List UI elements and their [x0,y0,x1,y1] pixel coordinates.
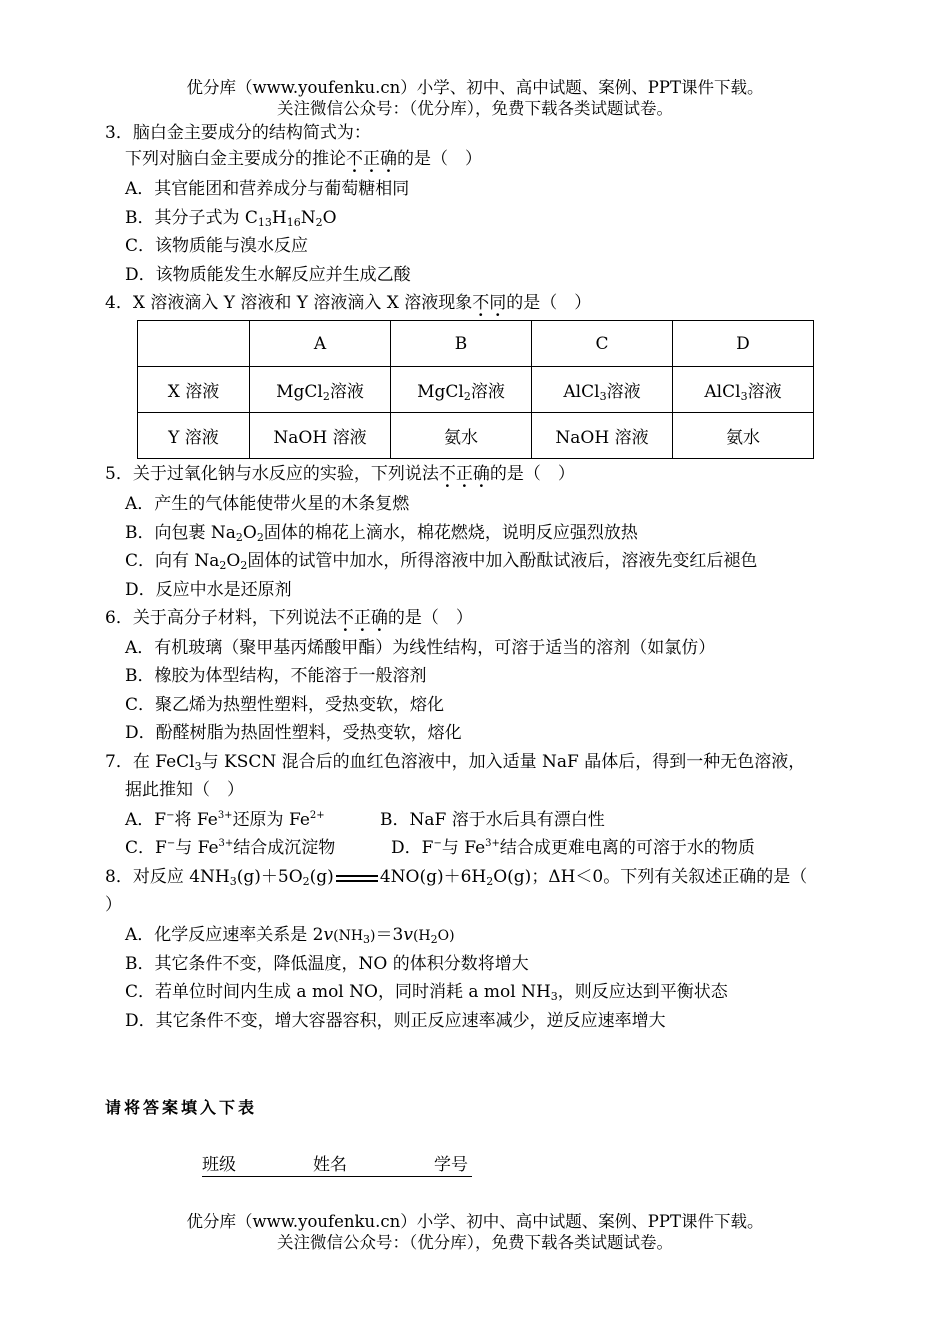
q7-option-b: B．NaF 溶于水后具有漂白性 [380,810,605,830]
footer-line-1: 优分库（www.youfenku.cn）小学、初中、高中试题、案例、PPT课件下载。 [186,1212,764,1231]
q8-option-d: D．其它条件不变，增大容器容积，则正反应速率减少，逆反应速率增大 [125,1011,666,1031]
table-row [138,321,814,367]
id-label: 学号 [434,1155,468,1175]
table-cell: NaOH 溶液 [250,413,391,459]
q5-option-c: C．向有 $Na_2O_2$固体的试管中加水，所得溶液中加入酚酞试液后，溶液先变红后褪色 [125,551,758,572]
table-header-a: A [250,321,391,367]
table-header-c: C [532,321,673,367]
table-row [138,367,814,413]
header-line-2: 关注微信公众号：（优分库），免费下载各类试题试卷。 [277,99,673,118]
q6-stem: 6．关于高分子材料，下列说法不正确的是（ ） [105,608,473,628]
q5-stem: 5．关于过氧化钠与水反应的实验，下列说法不正确的是（ ） [105,464,575,484]
q4-table [137,320,814,459]
table-header-d: D [673,321,814,367]
table-row [138,413,814,459]
table-header-b: B [391,321,532,367]
q5-option-b: B．向包裹 $Na_2O_2$固体的棉花上滴水，棉花燃烧，说明反应强烈放热 [125,523,638,544]
name-label: 姓名 [313,1155,347,1175]
q8-option-b: B．其它条件不变，降低温度，NO 的体积分数将增大 [125,954,529,974]
table-cell: AlCl$_3$溶液 [673,367,814,413]
header-line-1: 优分库（www.youfenku.cn）小学、初中、高中试题、案例、PPT课件下载。 [186,78,764,97]
q5-option-d: D．反应中水是还原剂 [125,580,292,600]
q8-option-a: A．化学反应速率关系是 $2v(NH_3)=3v(H_2O)$ [125,925,455,946]
table-cell: MgCl$_2$溶液 [250,367,391,413]
q8-option-c: C．若单位时间内生成 a mol NO，同时消耗 a mol $NH_3$，则反应达到平衡状态 [125,982,728,1003]
table-cell [138,321,250,367]
q8-stem: 8．对反应 $4NH_3(g)+5O_2(g)$ $4NO(g)+6H_2O(g)$；ΔH＜0。下列有关叙述正确的是（ [105,867,808,888]
table-cell: AlCl$_3$溶液 [532,367,673,413]
q6-option-d: D．酚醛树脂为热固性塑料，受热变软，熔化 [125,723,462,743]
table-cell: 氨水 [673,413,814,459]
q3-option-b: B．其分子式为 $C_{13}H_{16}N_2O$ [125,208,337,229]
equilibrium-arrow-icon [334,871,380,885]
row-label-y: Y 溶液 [138,413,250,459]
q8-stem-close: ） [105,895,122,915]
q6-option-a: A．有机玻璃（聚甲基丙烯酸甲酯）为线性结构，可溶于适当的溶剂（如氯仿） [125,638,716,658]
answer-title: 请将答案填入下表 [105,1098,258,1117]
q3-substem: 下列对脑白金主要成分的推论不正确的是（ ） [125,149,482,169]
q3-option-c: C．该物质能与溴水反应 [125,236,309,256]
q6-option-c: C．聚乙烯为热塑性塑料，受热变软，熔化 [125,695,445,715]
q3-option-d: D．该物质能发生水解反应并生成乙酸 [125,265,411,285]
q3-stem: 3．脑白金主要成分的结构简式为： [105,123,371,143]
q7-option-d: D．F−与 $Fe^{3+}$结合成更难电离的可溶于水的物质 [391,838,755,858]
q7-stem-line2: 据此推知（ ） [125,780,244,800]
q4-stem: 4．X 溶液滴入 Y 溶液和 Y 溶液滴入 X 溶液现象不同的是（ ） [105,293,592,313]
q6-option-b: B．橡胶为体型结构，不能溶于一般溶剂 [125,666,427,686]
q3-option-a: A．其官能团和营养成分与葡萄糖相同 [125,179,410,199]
footer-line-2: 关注微信公众号：（优分库），免费下载各类试题试卷。 [277,1233,673,1252]
table-cell: 氨水 [391,413,532,459]
q5-option-a: A．产生的气体能使带火星的木条复燃 [125,494,410,514]
q7-stem: 7．在 FeCl$_3$与 KSCN 混合后的血红色溶液中，加入适量 NaF 晶体后，得到一种无色溶液， [105,752,806,773]
row-label-x: X 溶液 [138,367,250,413]
student-info-line [202,1154,472,1177]
q7-option-a: A．F−将 $Fe^{3+}$还原为 $Fe^{2+}$ [125,810,325,830]
table-cell: MgCl$_2$溶液 [391,367,532,413]
class-label: 班级 [202,1155,236,1175]
table-cell: NaOH 溶液 [532,413,673,459]
q7-option-c: C．F−与 $Fe^{3+}$结合成沉淀物 [125,838,336,858]
